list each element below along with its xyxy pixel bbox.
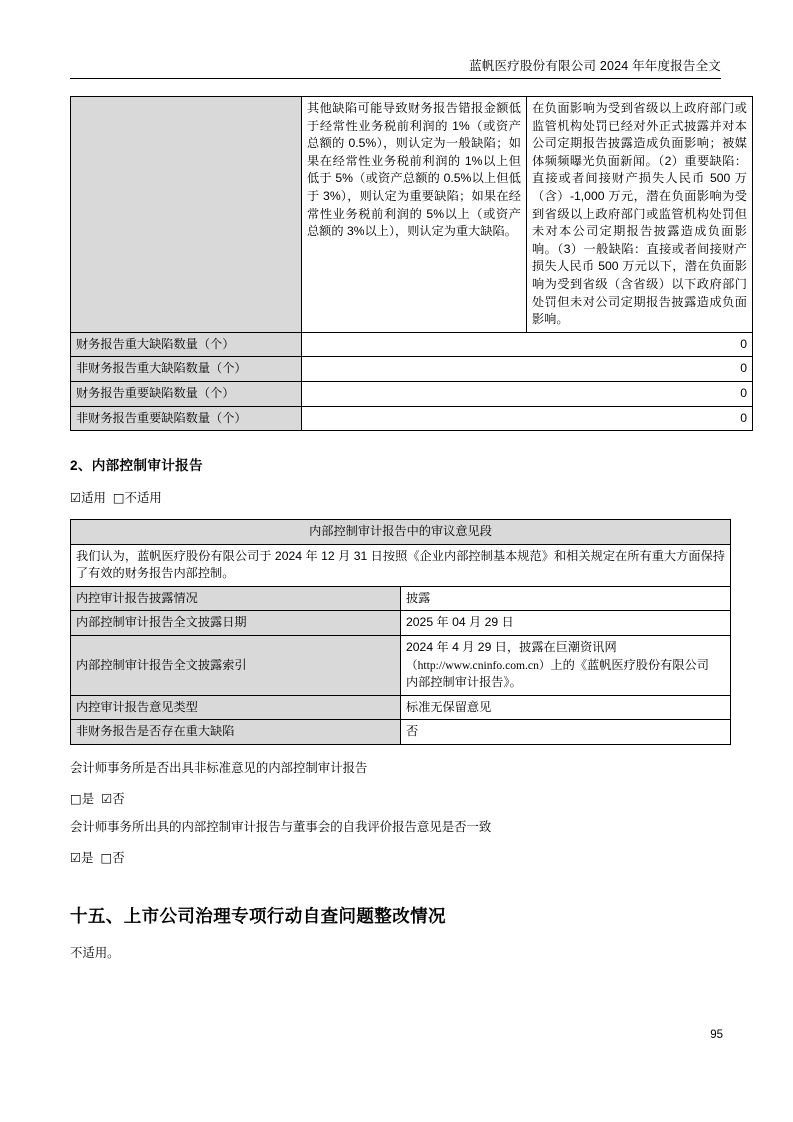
audit-index-value [401,636,731,696]
label-q2-no: 否 [112,851,125,866]
audit-index-line3: 内部控制审计报告》。 [406,675,522,690]
table-row [71,381,753,406]
table-row [71,720,731,745]
label-q1-no: 否 [112,792,125,807]
internal-control-audit-report-table [70,519,731,745]
table-row [71,586,731,611]
defect-count-label-0: 财务报告重大缺陷数量（个） [71,332,302,357]
defect-count-label-2: 财务报告重要缺陷数量（个） [71,381,302,406]
checkbox-applicable[interactable]: ☑ [70,490,82,506]
header-title: 蓝帆医疗股份有限公司 2024 年年度报告全文 [469,59,721,73]
checkbox-q1-yes[interactable]: □ [70,791,82,807]
audit-row-label-2: 内控审计报告意见类型 [71,695,401,720]
header-divider [70,78,721,79]
defect-count-value-2: 0 [302,381,753,406]
table-row [71,97,753,333]
defect-count-value-0: 0 [302,332,753,357]
audit-index-line1: 2024 年 4 月 29 日，披露在巨潮资讯网 [406,640,617,655]
label-not-applicable: 不适用 [124,491,162,506]
audit-row-value-0: 披露 [401,586,731,611]
audit-index-url: （http://www.cninfo.com.cn） [406,658,551,672]
audit-row-value-1: 2025 年 04 月 29 日 [401,611,731,636]
defect-continued-empty-cell [71,97,302,333]
audit-opinion-paragraph: 我们认为，蓝帆医疗股份有限公司于 2024 年 12 月 31 日按照《企业内部控制基本规范》和相关规定在所有重大方面保持了有效的财务报告内部控制。 [71,544,731,586]
table-row [71,332,753,357]
audit-index-line2-tail: 上的《蓝帆医疗股份有限公司 [550,657,709,672]
audit-table-header: 内部控制审计报告中的审议意见段 [71,520,731,545]
audit-index-label: 内部控制审计报告全文披露索引 [71,636,401,696]
label-q1-yes: 是 [81,792,95,807]
question-2-text: 会计师事务所出具的内部控制审计报告与董事会的自我评价报告意见是否一致 [70,820,492,835]
defect-count-value-1: 0 [302,357,753,382]
table-row [71,611,731,636]
question-2-checkline [70,848,721,868]
defect-count-value-3: 0 [302,406,753,431]
section-fifteen-body: 不适用。 [70,946,120,961]
page-number: 95 [710,1029,723,1041]
label-q2-yes: 是 [81,851,94,866]
defect-count-label-3: 非财务报告重要缺陷数量（个） [71,406,302,431]
defect-financial-criteria-cell: 其他缺陷可能导致财务报告错报金额低于经常性业务税前利润的 1%（或资产总额的 0.5%），则认定为一般缺陷；如果在经常性业务税前利润的 1%以上但低于 5%（或资产总额的 0.5%以上但低于 3%），则认定为重要缺陷；如果在经常性业务税前利润的 5%以上（或资产总额的 3%以上），则认定为重大缺陷。 [302,97,527,333]
checkbox-q2-no[interactable]: □ [100,850,113,866]
page-content [70,0,747,963]
checkbox-not-applicable[interactable]: □ [112,490,125,506]
question-1-text: 会计师事务所是否出具非标准意见的内部控制审计报告 [70,761,368,776]
audit-row-label-1: 内部控制审计报告全文披露日期 [71,611,401,636]
table-row [71,520,731,545]
table-row [71,406,753,431]
internal-control-defect-table [70,96,753,431]
defect-nonfinancial-criteria-cell: 在负面影响为受到省级以上政府部门或监管机构处罚已经对外正式披露并对本公司定期报告披露造成负面影响；被媒体频频曝光负面新闻。（2）重要缺陷：直接或者间接财产损失人民币 500 万（含）-1,000 万元，潜在负面影响为受到省级以上政府部门或监管机构处罚但未对本公司定期报告披露造成负面影响。（3）一般缺陷：直接或者间接财产损失人民币 500 万元以下，潜在负面影响为受到省级（含省级）以下政府部门处罚但未对公司定期报告披露造成负面影响。 [527,97,753,333]
audit-row-label-0: 内控审计报告披露情况 [71,586,401,611]
checkbox-q2-yes[interactable]: ☑ [70,850,82,866]
table-row [71,357,753,382]
table-row [71,544,731,586]
table-row [71,636,731,696]
audit-row-value-2: 标准无保留意见 [401,695,731,720]
label-applicable: 适用 [81,491,106,506]
section-heading-fifteen: 十五、上市公司治理专项行动自查问题整改情况 [70,906,446,927]
audit-row-label-3: 非财务报告是否存在重大缺陷 [71,720,401,745]
checkbox-q1-no[interactable]: ☑ [101,791,113,807]
question-1-checkline [70,789,721,809]
audit-row-value-3: 否 [401,720,731,745]
table-row [71,695,731,720]
applicability-checkline [70,488,721,508]
subsection-heading-internal-control-audit-report: 2、内部控制审计报告 [70,458,203,474]
running-header [70,0,721,79]
defect-count-label-1: 非财务报告重大缺陷数量（个） [71,357,302,382]
